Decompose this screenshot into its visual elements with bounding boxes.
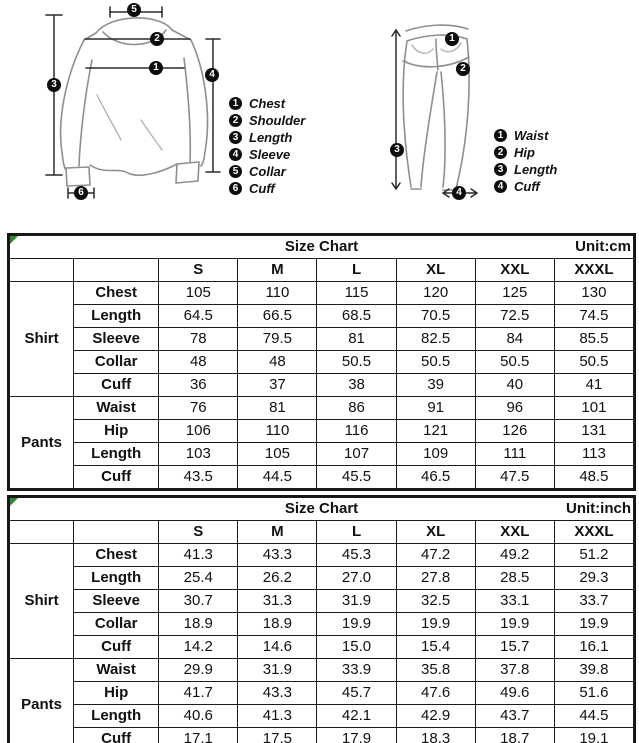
value-cell: 14.6 bbox=[238, 636, 317, 659]
legend-label: Hip bbox=[514, 145, 535, 160]
value-cell: 41.7 bbox=[159, 682, 238, 705]
size-table-inch bbox=[9, 497, 634, 743]
size-chart-table-cm bbox=[7, 233, 636, 491]
value-cell: 105 bbox=[159, 282, 238, 305]
number-badge-icon: 1 bbox=[494, 129, 507, 142]
size-column-header: L bbox=[317, 259, 396, 282]
value-cell: 43.5 bbox=[159, 466, 238, 489]
measurement-label-cell: Length bbox=[74, 305, 159, 328]
table-title: Size Chart bbox=[284, 500, 359, 517]
value-cell: 131 bbox=[554, 420, 633, 443]
value-cell: 36 bbox=[159, 374, 238, 397]
value-cell: 50.5 bbox=[317, 351, 396, 374]
size-column-header: XXXL bbox=[554, 521, 633, 544]
measurement-label-cell: Cuff bbox=[74, 374, 159, 397]
value-cell: 32.5 bbox=[396, 590, 475, 613]
value-cell: 29.9 bbox=[159, 659, 238, 682]
legend-label: Waist bbox=[514, 128, 549, 143]
value-cell: 18.9 bbox=[159, 613, 238, 636]
number-badge-icon: 3 bbox=[229, 131, 242, 144]
value-cell: 125 bbox=[475, 282, 554, 305]
value-cell: 64.5 bbox=[159, 305, 238, 328]
size-column-header: XXXL bbox=[554, 259, 633, 282]
legend-item bbox=[229, 163, 305, 180]
value-cell: 43.3 bbox=[238, 682, 317, 705]
value-cell: 45.7 bbox=[317, 682, 396, 705]
legend-label: Chest bbox=[249, 96, 286, 111]
legend-item bbox=[494, 161, 557, 178]
value-cell: 74.5 bbox=[554, 305, 633, 328]
value-cell: 30.7 bbox=[159, 590, 238, 613]
table-row bbox=[10, 636, 634, 659]
value-cell: 16.1 bbox=[554, 636, 633, 659]
shirt-sketch-icon bbox=[46, 7, 220, 198]
shirt-marker-sleeve: 4 bbox=[205, 68, 219, 82]
table-row bbox=[10, 305, 634, 328]
value-cell: 45.3 bbox=[317, 544, 396, 567]
table-unit-label: Unit:cm bbox=[575, 238, 631, 255]
legend-label: Length bbox=[514, 162, 558, 177]
group-cell: Pants bbox=[10, 397, 74, 489]
table-title-row bbox=[10, 236, 634, 259]
table-row bbox=[10, 443, 634, 466]
value-cell: 46.5 bbox=[396, 466, 475, 489]
legend-item bbox=[229, 112, 305, 129]
value-cell: 39.8 bbox=[554, 659, 633, 682]
value-cell: 28.5 bbox=[475, 567, 554, 590]
value-cell: 70.5 bbox=[396, 305, 475, 328]
size-column-header: L bbox=[317, 521, 396, 544]
measurement-sketches bbox=[0, 0, 639, 230]
value-cell: 116 bbox=[317, 420, 396, 443]
measurement-label-cell: Length bbox=[74, 705, 159, 728]
number-badge-icon: 6 bbox=[229, 182, 242, 195]
measurement-label-cell: Cuff bbox=[74, 466, 159, 489]
value-cell: 78 bbox=[159, 328, 238, 351]
value-cell: 109 bbox=[396, 443, 475, 466]
legend-item bbox=[494, 127, 557, 144]
table-row bbox=[10, 705, 634, 728]
table-row bbox=[10, 374, 634, 397]
value-cell: 81 bbox=[238, 397, 317, 420]
size-header-row bbox=[10, 259, 634, 282]
value-cell: 68.5 bbox=[317, 305, 396, 328]
value-cell: 84 bbox=[475, 328, 554, 351]
size-column-header: XL bbox=[396, 259, 475, 282]
title-cell bbox=[10, 498, 634, 521]
shirt-marker-length: 3 bbox=[47, 78, 61, 92]
value-cell: 29.3 bbox=[554, 567, 633, 590]
value-cell: 86 bbox=[317, 397, 396, 420]
measurement-label-cell: Hip bbox=[74, 682, 159, 705]
value-cell: 40.6 bbox=[159, 705, 238, 728]
value-cell: 41.3 bbox=[159, 544, 238, 567]
legend-label: Cuff bbox=[249, 181, 275, 196]
value-cell: 50.5 bbox=[396, 351, 475, 374]
legend-item bbox=[229, 95, 305, 112]
value-cell: 33.7 bbox=[554, 590, 633, 613]
measurement-label-cell: Cuff bbox=[74, 636, 159, 659]
size-column-header: XL bbox=[396, 521, 475, 544]
size-column-header: XXL bbox=[475, 259, 554, 282]
value-cell: 126 bbox=[475, 420, 554, 443]
measurement-label-cell: Hip bbox=[74, 420, 159, 443]
value-cell: 18.3 bbox=[396, 728, 475, 743]
blank-cell bbox=[10, 259, 74, 282]
size-column-header: S bbox=[159, 521, 238, 544]
blank-cell bbox=[74, 521, 159, 544]
value-cell: 115 bbox=[317, 282, 396, 305]
value-cell: 96 bbox=[475, 397, 554, 420]
measurement-label-cell: Waist bbox=[74, 397, 159, 420]
value-cell: 47.6 bbox=[396, 682, 475, 705]
table-row bbox=[10, 466, 634, 489]
value-cell: 49.6 bbox=[475, 682, 554, 705]
value-cell: 19.1 bbox=[554, 728, 633, 743]
value-cell: 51.6 bbox=[554, 682, 633, 705]
value-cell: 47.5 bbox=[475, 466, 554, 489]
value-cell: 66.5 bbox=[238, 305, 317, 328]
value-cell: 43.3 bbox=[238, 544, 317, 567]
legend-item bbox=[229, 129, 305, 146]
value-cell: 103 bbox=[159, 443, 238, 466]
title-cell bbox=[10, 236, 634, 259]
group-cell: Pants bbox=[10, 659, 74, 743]
table-title-row bbox=[10, 498, 634, 521]
shirt-legend bbox=[229, 95, 305, 197]
table-title: Size Chart bbox=[284, 238, 359, 255]
shirt-marker-collar: 5 bbox=[127, 3, 141, 17]
value-cell: 17.1 bbox=[159, 728, 238, 743]
value-cell: 19.9 bbox=[475, 613, 554, 636]
value-cell: 39 bbox=[396, 374, 475, 397]
table-row bbox=[10, 397, 634, 420]
value-cell: 17.9 bbox=[317, 728, 396, 743]
table-row bbox=[10, 420, 634, 443]
table-row bbox=[10, 728, 634, 743]
number-badge-icon: 2 bbox=[494, 146, 507, 159]
value-cell: 18.9 bbox=[238, 613, 317, 636]
value-cell: 18.7 bbox=[475, 728, 554, 743]
value-cell: 106 bbox=[159, 420, 238, 443]
table-row bbox=[10, 659, 634, 682]
value-cell: 15.0 bbox=[317, 636, 396, 659]
measurement-label-cell: Sleeve bbox=[74, 590, 159, 613]
table-row bbox=[10, 682, 634, 705]
value-cell: 48 bbox=[159, 351, 238, 374]
group-cell: Shirt bbox=[10, 544, 74, 659]
legend-item bbox=[494, 144, 557, 161]
value-cell: 33.1 bbox=[475, 590, 554, 613]
value-cell: 120 bbox=[396, 282, 475, 305]
table-row bbox=[10, 567, 634, 590]
value-cell: 15.4 bbox=[396, 636, 475, 659]
value-cell: 91 bbox=[396, 397, 475, 420]
value-cell: 48 bbox=[238, 351, 317, 374]
value-cell: 42.9 bbox=[396, 705, 475, 728]
number-badge-icon: 5 bbox=[229, 165, 242, 178]
value-cell: 130 bbox=[554, 282, 633, 305]
value-cell: 33.9 bbox=[317, 659, 396, 682]
value-cell: 111 bbox=[475, 443, 554, 466]
legend-item bbox=[229, 180, 305, 197]
shirt-marker-chest: 1 bbox=[149, 61, 163, 75]
table-row bbox=[10, 613, 634, 636]
value-cell: 72.5 bbox=[475, 305, 554, 328]
value-cell: 25.4 bbox=[159, 567, 238, 590]
value-cell: 101 bbox=[554, 397, 633, 420]
number-badge-icon: 2 bbox=[229, 114, 242, 127]
table-row bbox=[10, 328, 634, 351]
size-chart-table-inch bbox=[7, 495, 636, 743]
value-cell: 15.7 bbox=[475, 636, 554, 659]
value-cell: 37 bbox=[238, 374, 317, 397]
size-header-row bbox=[10, 521, 634, 544]
value-cell: 14.2 bbox=[159, 636, 238, 659]
legend-label: Cuff bbox=[514, 179, 540, 194]
value-cell: 44.5 bbox=[554, 705, 633, 728]
measurement-label-cell: Cuff bbox=[74, 728, 159, 743]
value-cell: 50.5 bbox=[554, 351, 633, 374]
pants-legend bbox=[494, 127, 557, 195]
value-cell: 31.9 bbox=[317, 590, 396, 613]
value-cell: 110 bbox=[238, 420, 317, 443]
number-badge-icon: 4 bbox=[229, 148, 242, 161]
pants-marker-waist: 1 bbox=[445, 32, 459, 46]
legend-label: Sleeve bbox=[249, 147, 291, 162]
legend-label: Collar bbox=[249, 164, 286, 179]
legend-label: Length bbox=[249, 130, 293, 145]
value-cell: 41.3 bbox=[238, 705, 317, 728]
table-row bbox=[10, 282, 634, 305]
value-cell: 26.2 bbox=[238, 567, 317, 590]
value-cell: 19.9 bbox=[396, 613, 475, 636]
legend-item bbox=[494, 178, 557, 195]
value-cell: 110 bbox=[238, 282, 317, 305]
value-cell: 27.0 bbox=[317, 567, 396, 590]
number-badge-icon: 3 bbox=[494, 163, 507, 176]
value-cell: 79.5 bbox=[238, 328, 317, 351]
value-cell: 40 bbox=[475, 374, 554, 397]
pants-marker-cuff: 4 bbox=[452, 186, 466, 200]
size-column-header: M bbox=[238, 259, 317, 282]
value-cell: 19.9 bbox=[554, 613, 633, 636]
value-cell: 38 bbox=[317, 374, 396, 397]
value-cell: 35.8 bbox=[396, 659, 475, 682]
green-corner-marker-icon bbox=[10, 236, 18, 244]
group-cell: Shirt bbox=[10, 282, 74, 397]
green-corner-marker-icon bbox=[10, 498, 18, 506]
number-badge-icon: 4 bbox=[494, 180, 507, 193]
measurement-label-cell: Chest bbox=[74, 544, 159, 567]
blank-cell bbox=[10, 521, 74, 544]
measurement-label-cell: Sleeve bbox=[74, 328, 159, 351]
value-cell: 42.1 bbox=[317, 705, 396, 728]
measurement-label-cell: Length bbox=[74, 567, 159, 590]
table-row bbox=[10, 544, 634, 567]
value-cell: 45.5 bbox=[317, 466, 396, 489]
value-cell: 76 bbox=[159, 397, 238, 420]
size-column-header: S bbox=[159, 259, 238, 282]
value-cell: 49.2 bbox=[475, 544, 554, 567]
number-badge-icon: 1 bbox=[229, 97, 242, 110]
measurement-label-cell: Waist bbox=[74, 659, 159, 682]
value-cell: 121 bbox=[396, 420, 475, 443]
value-cell: 31.9 bbox=[238, 659, 317, 682]
measurement-label-cell: Chest bbox=[74, 282, 159, 305]
shirt-marker-shoulder: 2 bbox=[150, 32, 164, 46]
value-cell: 113 bbox=[554, 443, 633, 466]
value-cell: 81 bbox=[317, 328, 396, 351]
measurement-label-cell: Length bbox=[74, 443, 159, 466]
value-cell: 50.5 bbox=[475, 351, 554, 374]
value-cell: 82.5 bbox=[396, 328, 475, 351]
table-row bbox=[10, 590, 634, 613]
size-column-header: M bbox=[238, 521, 317, 544]
value-cell: 41 bbox=[554, 374, 633, 397]
value-cell: 47.2 bbox=[396, 544, 475, 567]
table-row bbox=[10, 351, 634, 374]
shirt-marker-cuff: 6 bbox=[74, 186, 88, 200]
blank-cell bbox=[74, 259, 159, 282]
pants-marker-hip: 2 bbox=[456, 62, 470, 76]
pants-sketch-icon bbox=[392, 25, 477, 197]
value-cell: 43.7 bbox=[475, 705, 554, 728]
value-cell: 17.5 bbox=[238, 728, 317, 743]
measurement-label-cell: Collar bbox=[74, 351, 159, 374]
size-column-header: XXL bbox=[475, 521, 554, 544]
value-cell: 37.8 bbox=[475, 659, 554, 682]
value-cell: 44.5 bbox=[238, 466, 317, 489]
value-cell: 48.5 bbox=[554, 466, 633, 489]
measurement-label-cell: Collar bbox=[74, 613, 159, 636]
value-cell: 19.9 bbox=[317, 613, 396, 636]
table-unit-label: Unit:inch bbox=[566, 500, 631, 517]
pants-marker-length: 3 bbox=[390, 143, 404, 157]
legend-item bbox=[229, 146, 305, 163]
value-cell: 85.5 bbox=[554, 328, 633, 351]
size-table-cm bbox=[9, 235, 634, 489]
value-cell: 27.8 bbox=[396, 567, 475, 590]
value-cell: 105 bbox=[238, 443, 317, 466]
value-cell: 107 bbox=[317, 443, 396, 466]
value-cell: 31.3 bbox=[238, 590, 317, 613]
legend-label: Shoulder bbox=[249, 113, 306, 128]
value-cell: 51.2 bbox=[554, 544, 633, 567]
